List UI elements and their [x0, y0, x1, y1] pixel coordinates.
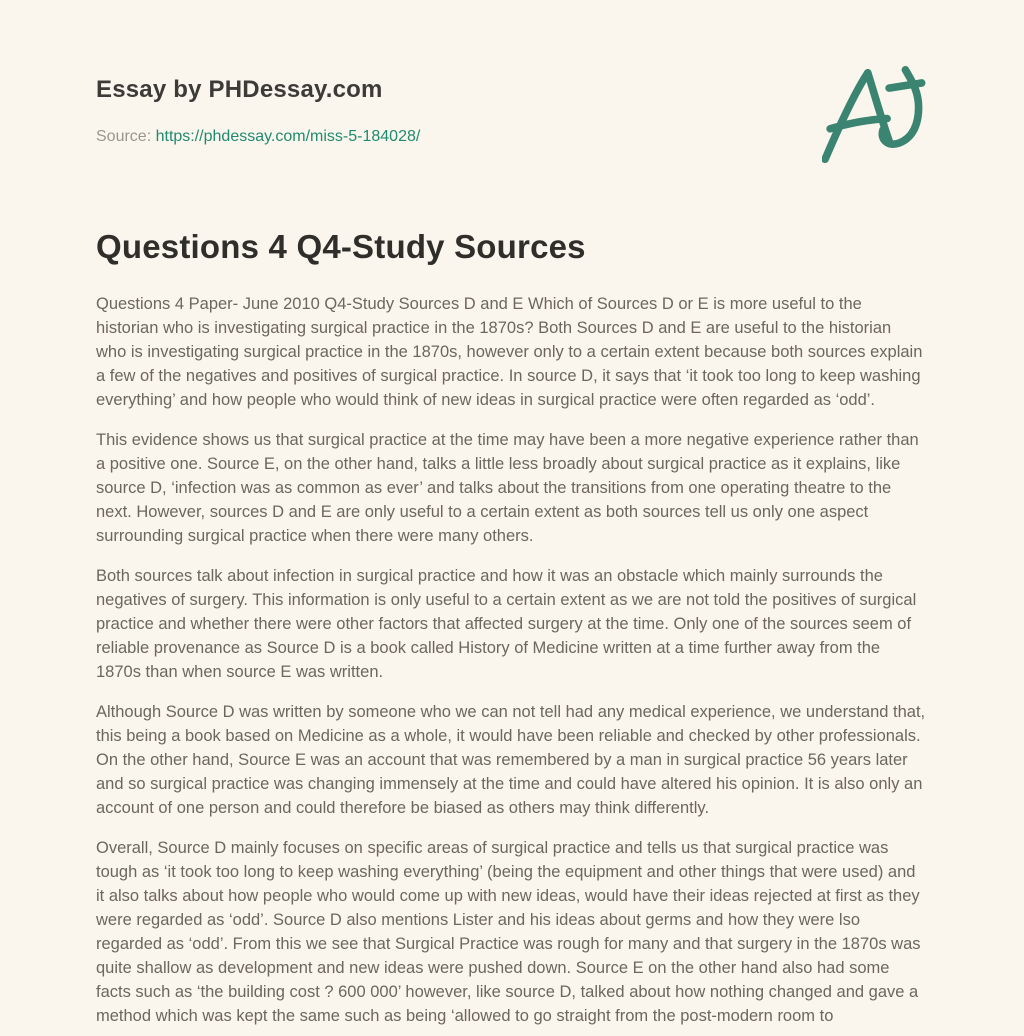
source-label: Source:: [96, 128, 152, 145]
essay-paragraph: Although Source D was written by someone who we can not tell had any medical experience, we understand that, this being a book based on Medicine as a whole, it would have been reliable and checked by other professionals. On the other hand, Source E was an account that was remembered by a man in surgical practice 56 years later and so surgical practice was changing immensely at the time and could have altered his opinion. It is also only an account of one person and could therefore be biased as others may think differently.: [96, 703, 926, 817]
essay-paragraph: This evidence shows us that surgical practice at the time may have been a more negative experience rather than a positive one. Source E, on the other hand, talks a little less broadly about surgical practice as it explains, like source D, ‘infection was as common as ever’ and talks about the transitions from one operating theatre to the next. However, sources D and E are only useful to a certain extent as both sources tell us only one aspect surrounding surgical practice when there were many others.: [96, 431, 919, 545]
essay-paragraph: Both sources talk about infection in surgical practice and how it was an obstacle which mainly surrounds the negatives of surgery. This information is only useful to a certain extent as we are not told the positives of surgical practice and whether there were other factors that affected surgery at the time. Only one of the sources seem of reliable provenance as Source D is a book called History of Medicine written at a time further away from the 1870s than when source E was written.: [96, 567, 917, 681]
page-header: [96, 76, 928, 146]
source-url-link[interactable]: https://phdessay.com/miss-5-184028/: [155, 128, 421, 145]
essay-paragraph: Questions 4 Paper- June 2010 Q4-Study Sources D and E Which of Sources D or E is more useful to the historian who is investigating surgical practice in the 1870s? Both Sources D and E are useful to the historian who is investigating surgical practice in the 1870s, however only to a certain extent because both sources explain a few of the negatives and positives of surgical practice. In source D, it says that ‘it took too long to keep washing everything’ and how people who would think of new ideas in surgical practice were often regarded as ‘odd’.: [96, 295, 923, 409]
essay-title: Questions 4 Q4-Study Sources: [96, 228, 586, 265]
phdessay-a-plus-logo: [822, 60, 942, 166]
essay-body: [96, 292, 928, 1028]
source-line: [96, 128, 928, 146]
site-title: Essay by PHDessay.com: [96, 76, 383, 103]
essay-paragraph: Overall, Source D mainly focuses on specific areas of surgical practice and tells us that surgical practice was tough as ‘it took too long to keep washing everything’ (being the equipment and other things that were used) and it also talks about how people who would come up with new ideas, would have their ideas rejected at first as they were regarded as ‘odd’. Source D also mentions Lister and his ideas about germs and how they were lso regarded as ‘odd’. From this we see that Surgical Practice was rough for many and that surgery in the 1870s was quite shallow as development and new ideas were pushed down. Source E on the other hand also had some facts such as ‘the building cost ? 600 000’ however, like source D, talked about how nothing changed and gave a method which was kept the same such as being ‘allowed to go straight from the post-modern room to: [96, 839, 921, 1025]
